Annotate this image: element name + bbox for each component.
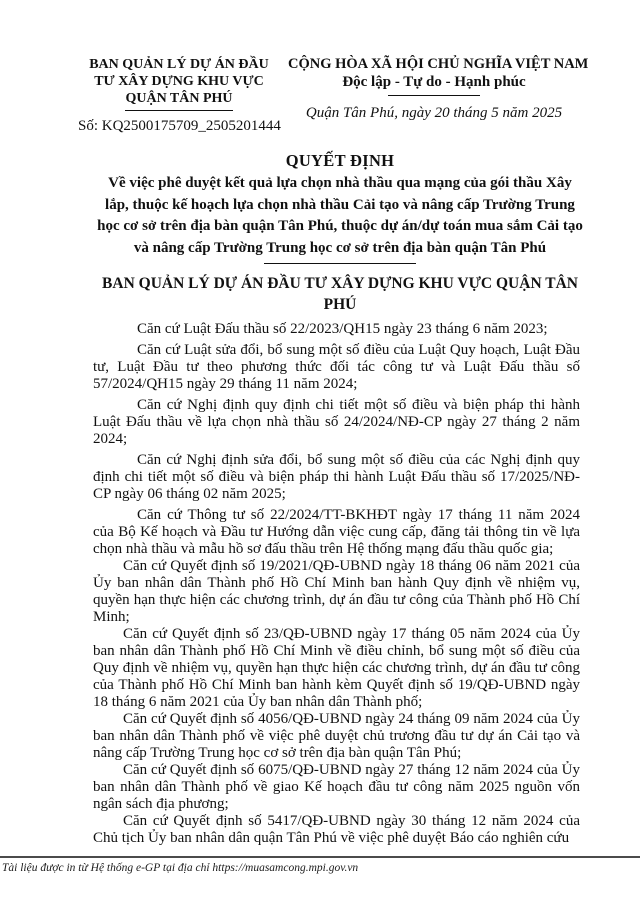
citations-section (93, 321, 580, 847)
citation-paragraph: Căn cứ Luật sửa đổi, bổ sung một số điều của Luật Quy hoạch, Luật Đầu tư, Luật Đầu tư theo phương thức đối tác công tư và Luật Đấu thầu số 57/2024/QH15 ngày 29 tháng 11 năm 2024; (93, 342, 580, 392)
decision-subtitle: Về việc phê duyệt kết quả lựa chọn nhà thầu qua mạng của gói thầu Xây lắp, thuộc kế hoạch lựa chọn nhà thầu Cải tạo và nâng cấp Trường Trung học cơ sở trên địa bàn quận Tân Phú, thuộc dự án/dự toán mua sắm Cải tạo và nâng cấp Trường Trung học cơ sở trên địa bàn quận Tân Phú (97, 175, 583, 256)
national-motto-divider (388, 95, 480, 96)
citation-paragraph: Căn cứ Luật Đấu thầu số 22/2023/QH15 ngày 23 tháng 6 năm 2023; (137, 321, 548, 337)
decision-title: QUYẾT ĐỊNH (285, 151, 395, 170)
citation-paragraph: Căn cứ Quyết định số 4056/QĐ-UBND ngày 24 tháng 09 năm 2024 của Ủy ban nhân dân Thành phố về việc phê duyệt chủ trương đầu tư dự án Cải tạo và nâng cấp Trường Trung học cơ sở trên địa bàn quận Tân Phú; (93, 711, 580, 761)
citation-paragraph: Căn cứ Quyết định số 19/2021/QĐ-UBND ngày 18 tháng 06 năm 2021 của Ủy ban nhân dân Thành phố Hồ Chí Minh ban hành Quy định về nhiệm vụ, quyền hạn thực hiện các chương trình, dự án đầu tư công của Thành phố Hồ Chí Minh; (93, 558, 580, 625)
issuing-org-block (78, 56, 280, 135)
national-header-block (288, 56, 589, 135)
citation-paragraph: Căn cứ Nghị định quy định chi tiết một số điều và biện pháp thi hành Luật Đấu thầu về lựa chọn nhà thầu số 24/2024/NĐ-CP ngày 27 tháng 2 năm 2024; (93, 397, 580, 447)
citation-paragraph: Căn cứ Thông tư số 22/2024/TT-BKHĐT ngày 17 tháng 11 năm 2024 của Bộ Kế hoạch và Đầu tư Hướng dẫn việc cung cấp, đăng tải thông tin về lựa chọn nhà thầu và mẫu hồ sơ đấu thầu trên Hệ thống mạng đấu thầu quốc gia; (93, 507, 580, 557)
decision-title-block (95, 151, 585, 264)
citation-paragraph: Căn cứ Quyết định số 23/QĐ-UBND ngày 17 tháng 05 năm 2024 của Ủy ban nhân dân Thành phố Hồ Chí Minh về điều chỉnh, bổ sung một số điều của Quy định về nhiệm vụ, quyền hạn thực hiện các chương trình, dự án đầu tư công của Thành phố Hồ Chí Minh ban hành kèm Quyết định số 19/QĐ-UBND ngày 18 tháng 6 năm 2021 của Ủy ban nhân dân Thành phố; (93, 626, 580, 710)
decision-title-divider (264, 263, 416, 264)
national-motto: Độc lập - Tự do - Hạnh phúc (342, 74, 526, 90)
national-title: CỘNG HÒA XÃ HỘI CHỦ NGHĨA VIỆT NAM (288, 56, 589, 72)
footer-divider (0, 856, 640, 858)
document-number: Số: KQ2500175709_2505201444 (78, 118, 281, 134)
print-footer (0, 856, 640, 905)
issuer-heading: BAN QUẢN LÝ DỰ ÁN ĐẦU TƯ XÂY DỰNG KHU VỰC QUẬN TÂN PHÚ (102, 275, 578, 313)
document-header (0, 0, 640, 135)
citation-paragraph: Căn cứ Quyết định số 5417/QĐ-UBND ngày 30 tháng 12 năm 2024 của Chủ tịch Ủy ban nhân dân quận Tân Phú về việc phê duyệt Báo cáo nghiên cứu (93, 813, 580, 846)
place-date-line: Quận Tân Phú, ngày 20 tháng 5 năm 2025 (305, 105, 563, 121)
footer-print-note: Tài liệu được in từ Hệ thống e-GP tại địa chỉ https://muasamcong.mpi.gov.vn (2, 862, 359, 874)
citation-paragraph: Căn cứ Nghị định sửa đổi, bổ sung một số điều của các Nghị định quy định chi tiết một số điều và biện pháp thi hành Luật Đấu thầu số 17/2025/NĐ-CP ngày 06 tháng 02 năm 2025; (93, 452, 580, 502)
issuing-org-name: BAN QUẢN LÝ DỰ ÁN ĐẦU TƯ XÂY DỰNG KHU VỰC QUẬN TÂN PHÚ (89, 57, 269, 106)
citation-paragraph: Căn cứ Quyết định số 6075/QĐ-UBND ngày 27 tháng 12 năm 2024 của Ủy ban nhân dân Thành phố về giao Kế hoạch đầu tư công năm 2025 nguồn vốn ngân sách địa phương; (93, 762, 580, 812)
issuing-org-divider (125, 110, 233, 111)
